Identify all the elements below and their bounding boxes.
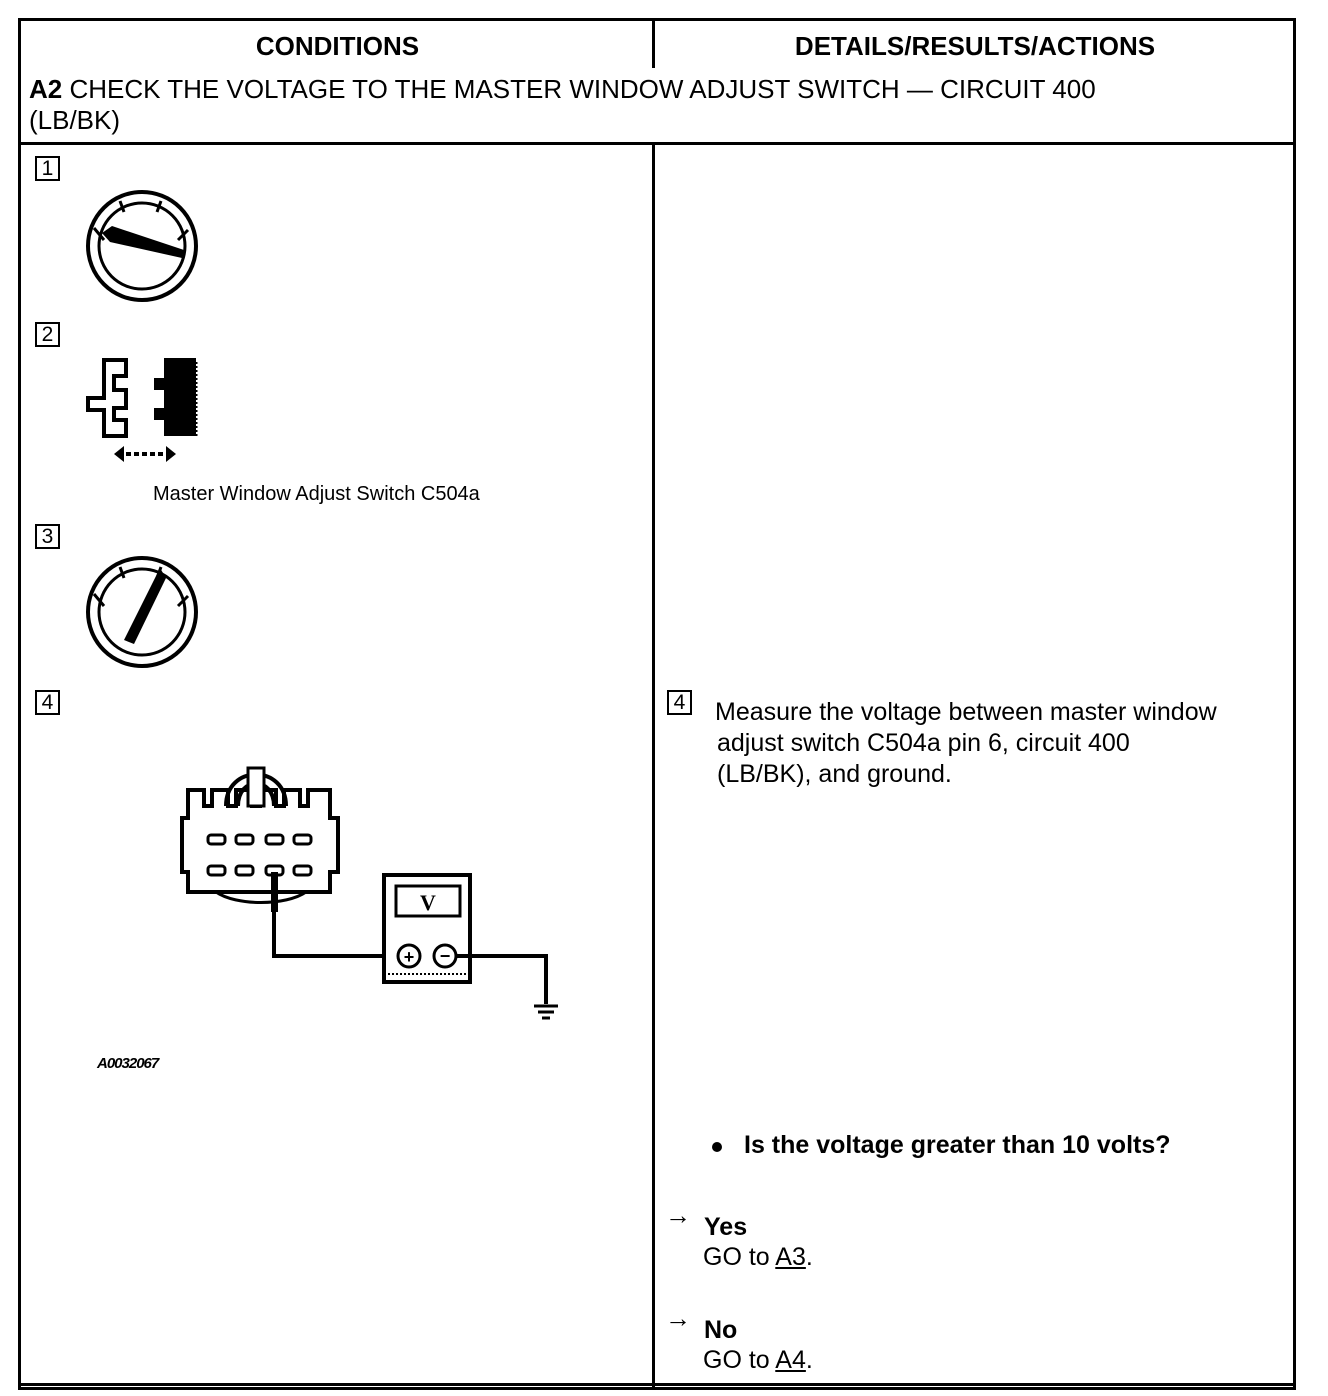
- ignition-off-icon: [84, 188, 200, 304]
- step-id: A2: [29, 74, 63, 104]
- step-box-1: 1: [35, 156, 60, 181]
- instruction-line-3: (LB/BK), and ground.: [717, 760, 952, 788]
- no-arrow-icon: →: [665, 1303, 691, 1333]
- meter-plus: +: [403, 947, 415, 967]
- no-link-a4[interactable]: A4: [775, 1346, 806, 1374]
- no-label: No: [704, 1316, 738, 1344]
- detail-step-box-4: 4: [667, 690, 692, 715]
- step-title-row: [21, 68, 1293, 145]
- step-box-4: 4: [35, 690, 60, 715]
- voltmeter-test-diagram: [176, 760, 566, 1030]
- meter-label: V: [420, 890, 436, 915]
- instruction-line-1: Measure the voltage between master window: [715, 698, 1217, 726]
- header-row: [21, 21, 1293, 71]
- yes-go-prefix: GO to: [703, 1243, 776, 1271]
- step-title-text-line2: (LB/BK): [29, 105, 121, 135]
- no-go-prefix: GO to: [703, 1346, 776, 1374]
- connector-caption: Master Window Adjust Switch C504a: [153, 483, 480, 505]
- no-suffix: .: [805, 1346, 813, 1374]
- table-bottom-border: [18, 1383, 1296, 1390]
- yes-arrow-icon: →: [665, 1200, 691, 1230]
- question-text: Is the voltage greater than 10 volts?: [744, 1131, 1171, 1159]
- connector-disconnect-icon: [84, 354, 204, 469]
- step-box-3: 3: [35, 524, 60, 549]
- yes-link-a3[interactable]: A3: [775, 1243, 806, 1271]
- step-title: [29, 74, 1259, 136]
- conditions-header: CONDITIONS: [255, 31, 420, 61]
- yes-action: [703, 1243, 813, 1272]
- ignition-run-icon: [84, 554, 200, 670]
- column-divider: [652, 21, 655, 1387]
- details-header: DETAILS/RESULTS/ACTIONS: [794, 31, 1156, 61]
- meter-minus: −: [439, 946, 451, 966]
- instruction-line-2: adjust switch C504a pin 6, circuit 400: [717, 729, 1130, 757]
- step-title-text: CHECK THE VOLTAGE TO THE MASTER WINDOW ADJUST SWITCH — CIRCUIT 400: [69, 74, 1096, 104]
- step-box-2: 2: [35, 322, 60, 347]
- bullet-dot: [712, 1142, 722, 1152]
- figure-id: A0032067: [97, 1055, 159, 1072]
- yes-suffix: .: [805, 1243, 813, 1271]
- yes-label: Yes: [704, 1213, 748, 1241]
- no-action: [703, 1346, 813, 1375]
